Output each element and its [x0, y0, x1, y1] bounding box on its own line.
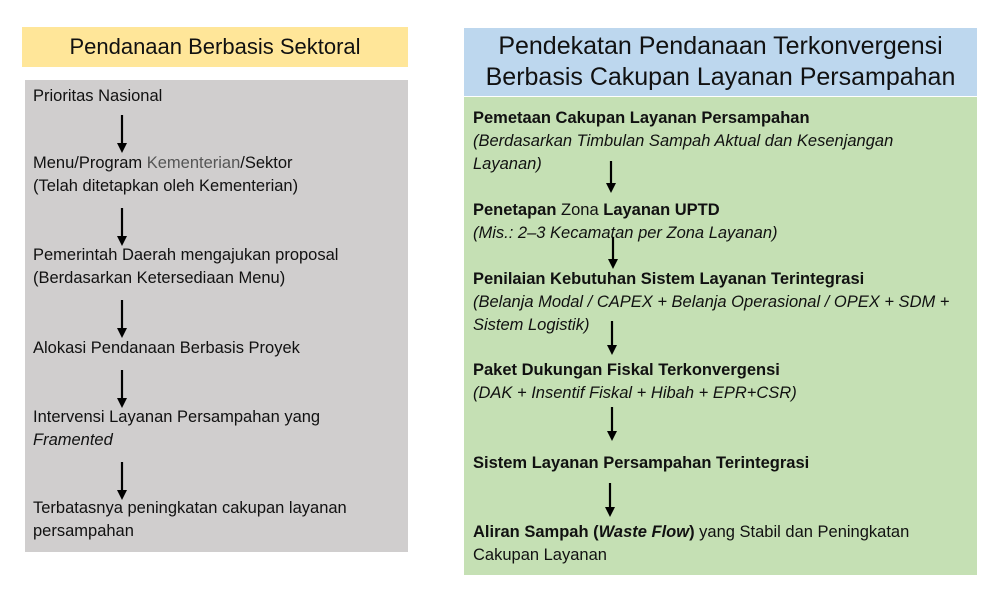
right-step-5-title: Sistem Layanan Persampahan Terintegrasi — [473, 454, 810, 472]
left-step-5 — [33, 406, 320, 452]
left-step-6-line2: persampahan — [33, 522, 134, 540]
right-step-3-title: Penilaian Kebutuhan Sistem Layanan Terintegrasi — [473, 270, 865, 288]
right-step-2-penetapan-text: Penetapan — [473, 201, 557, 219]
down-arrow-icon — [605, 321, 619, 355]
left-flow-panel — [25, 80, 408, 552]
right-step-2 — [473, 199, 778, 245]
left-step-2-kementerian-text: Kementerian — [146, 154, 241, 172]
right-step-2-title — [473, 199, 778, 222]
left-step-4 — [33, 337, 300, 360]
left-step-2-sektor-text: /Sektor — [240, 154, 293, 172]
down-arrow-icon — [115, 208, 129, 246]
left-step-3-line2: (Berdasarkan Ketersediaan Menu) — [33, 269, 286, 287]
down-arrow-icon — [606, 237, 620, 269]
right-step-4-sub1: (DAK + Insentif Fiskal + Hibah + EPR+CSR) — [473, 384, 797, 402]
right-step-1-title: Pemetaan Cakupan Layanan Persampahan — [473, 109, 810, 127]
right-header-title-line1: Pendekatan Pendanaan Terkonvergensi — [498, 32, 943, 60]
left-step-6 — [33, 497, 347, 543]
right-step-4 — [473, 359, 797, 405]
right-step-4-title: Paket Dukungan Fiskal Terkonvergensi — [473, 361, 780, 379]
right-step-5 — [473, 452, 809, 475]
right-step-6 — [473, 521, 909, 567]
right-header — [464, 28, 977, 96]
left-step-6-line1: Terbatasnya peningkatan cakupan layanan — [33, 499, 347, 517]
left-step-2-menu-text: Menu/Program — [33, 154, 147, 172]
right-step-2-sub1: (Mis.: 2–3 Kecamatan per Zona Layanan) — [473, 224, 778, 242]
left-step-1-text: Prioritas Nasional — [33, 87, 163, 105]
left-header — [22, 27, 408, 67]
left-step-5-line2: Framented — [33, 431, 113, 449]
right-step-1 — [473, 107, 893, 176]
down-arrow-icon — [603, 483, 617, 517]
left-step-3-line1: Pemerintah Daerah mengajukan proposal — [33, 246, 339, 264]
down-arrow-icon — [115, 370, 129, 408]
down-arrow-icon — [115, 462, 129, 500]
right-step-1-sub2: Layanan) — [473, 155, 542, 173]
left-step-2 — [33, 152, 298, 198]
left-step-2-line1 — [33, 152, 298, 175]
right-step-3-sub1: (Belanja Modal / CAPEX + Belanja Operasional / OPEX + SDM + — [473, 293, 950, 311]
right-step-6-close-paren-text: ) — [689, 523, 695, 541]
right-flow-panel — [464, 97, 977, 575]
right-step-6-stabil-text: yang Stabil dan Peningkatan — [694, 523, 910, 541]
left-step-1 — [33, 85, 162, 108]
down-arrow-icon — [115, 115, 129, 153]
right-step-2-zona-text: Zona — [556, 201, 604, 219]
left-step-5-line1: Intervensi Layanan Persampahan yang — [33, 408, 321, 426]
down-arrow-icon — [604, 161, 618, 193]
right-step-6-line1 — [473, 521, 909, 544]
down-arrow-icon — [605, 407, 619, 441]
right-step-3 — [473, 268, 949, 337]
left-step-2-line2: (Telah ditetapkan oleh Kementerian) — [33, 177, 299, 195]
right-step-6-waste-flow-text: Waste Flow — [598, 523, 690, 541]
left-header-title: Pendanaan Berbasis Sektoral — [69, 34, 361, 59]
right-step-2-layanan-text: Layanan UPTD — [603, 201, 720, 219]
down-arrow-icon — [115, 300, 129, 338]
right-step-6-aliran-text: Aliran Sampah ( — [473, 523, 599, 541]
left-step-4-text: Alokasi Pendanaan Berbasis Proyek — [33, 339, 300, 357]
right-header-title-line2: Berbasis Cakupan Layanan Persampahan — [485, 63, 956, 91]
right-step-6-line2: Cakupan Layanan — [473, 546, 607, 564]
right-step-3-sub2: Sistem Logistik) — [473, 316, 590, 334]
left-step-3 — [33, 244, 338, 290]
right-step-1-sub1: (Berdasarkan Timbulan Sampah Aktual dan Kesenjangan — [473, 132, 894, 150]
